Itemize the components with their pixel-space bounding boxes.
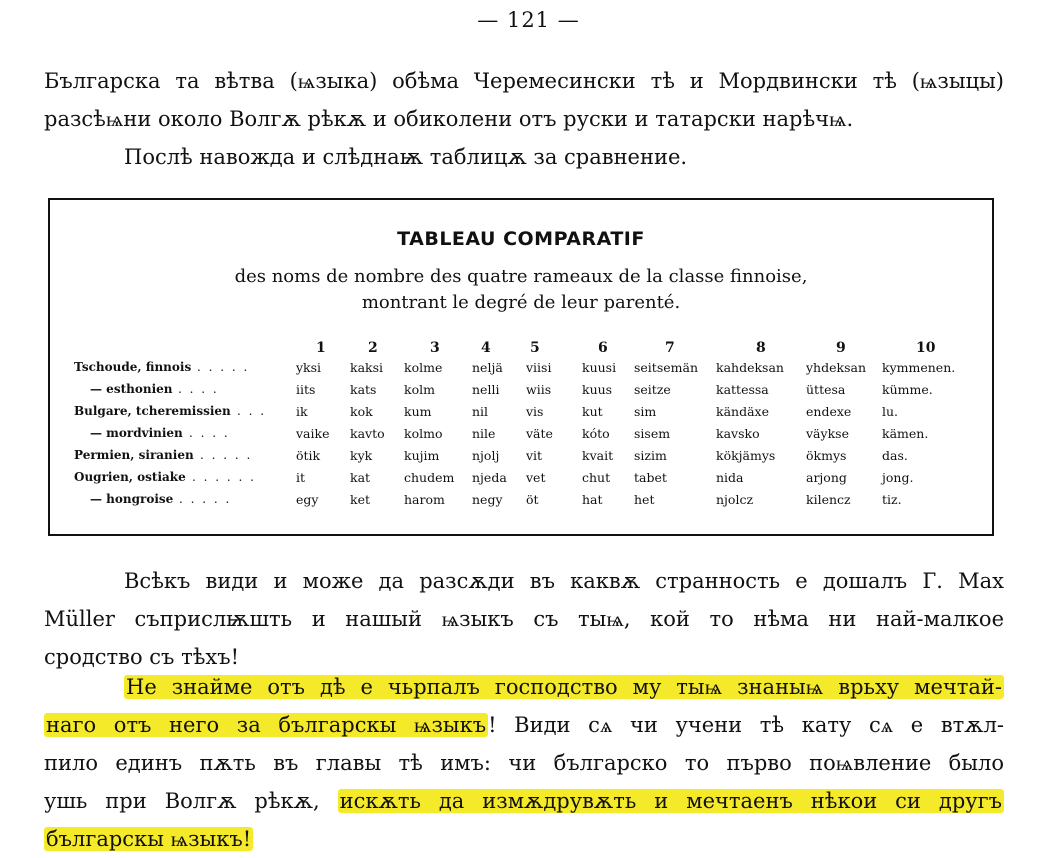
table-cell: vet	[526, 470, 546, 485]
text-line: пило единъ пѫть въ главы тѣ имъ: чи българско то първо поѩвление было	[44, 751, 1004, 775]
row-leader-dots: . . . . .	[179, 492, 232, 506]
table-row	[50, 492, 992, 512]
table-cell: kymmenen.	[882, 360, 956, 375]
table-cell: kuusi	[582, 360, 617, 375]
table-cell: kvait	[582, 448, 614, 463]
table-cell: kuus	[582, 382, 613, 397]
column-number: 9	[836, 340, 846, 356]
column-number: 3	[430, 340, 440, 356]
table-cell: kaksi	[350, 360, 384, 375]
table-row	[50, 470, 992, 490]
text-line	[44, 820, 1004, 858]
table-cell: tabet	[634, 470, 667, 485]
table-cell: ket	[350, 492, 370, 507]
table-cell: njeda	[472, 470, 507, 485]
text-line: Müller съприслѭшть и нашый ѩзыкъ съ тыѩ, кой то нѣма ни най-малкое	[44, 607, 1004, 631]
column-number: 1	[316, 340, 326, 356]
column-number: 4	[481, 340, 491, 356]
row-leader-dots: . . . . .	[197, 360, 250, 374]
table-row	[50, 426, 992, 446]
table-cell: njolcz	[716, 492, 754, 507]
table-cell: kahdeksan	[716, 360, 784, 375]
table-cell: kattessa	[716, 382, 769, 397]
row-leader-dots: . . . .	[178, 382, 219, 396]
table-cell: het	[634, 492, 655, 507]
table-cell: chut	[582, 470, 611, 485]
table-cell: endexe	[806, 404, 852, 419]
highlighted-text: Не знайме отъ дѣ е чьрпалъ господство му тыѩ знаныѩ врьху мечтай-	[126, 675, 1002, 699]
table-cell: väykse	[806, 426, 849, 441]
page-number: — 121 —	[477, 8, 580, 32]
table-cell: kóto	[582, 426, 610, 441]
row-label: — esthonien	[90, 382, 173, 396]
text-line	[44, 706, 1004, 744]
row-label: — hongroise	[90, 492, 174, 506]
plain-text: ! Види сѧ чи учени тѣ кату сѧ е втѫл-	[488, 713, 1005, 737]
row-label: Permien, siranien	[74, 448, 194, 462]
column-number: 8	[756, 340, 766, 356]
table-cell: seitsemän	[634, 360, 699, 375]
table-cell: sim	[634, 404, 657, 419]
table-cell: yksi	[296, 360, 322, 375]
table-cell: ötik	[296, 448, 321, 463]
table-cell: njolj	[472, 448, 500, 463]
text-line	[44, 782, 1004, 820]
column-number: 5	[530, 340, 540, 356]
table-cell: hat	[582, 492, 603, 507]
table-cell: kilencz	[806, 492, 851, 507]
table-cell: sisem	[634, 426, 671, 441]
column-number: 6	[598, 340, 608, 356]
table-cell: neljä	[472, 360, 503, 375]
row-leader-dots: . . . .	[189, 426, 230, 440]
text-line: сродство съ тѣхъ!	[44, 645, 240, 669]
table-cell: vis	[526, 404, 544, 419]
column-number: 7	[665, 340, 675, 356]
text-line: Послѣ навожда и слѣднаѭ таблицѫ за сравнение.	[124, 145, 688, 169]
table-cell: seitze	[634, 382, 671, 397]
table-cell: egy	[296, 492, 319, 507]
table-cell: öt	[526, 492, 539, 507]
table-subtitle-2: montrant le degré de leur parenté.	[361, 292, 681, 313]
column-number: 10	[916, 340, 936, 356]
table-cell: kökjämys	[716, 448, 776, 463]
table-row	[50, 360, 992, 380]
table-cell: chudem	[404, 470, 455, 485]
highlighted-text: българскы ѩзыкъ!	[46, 827, 252, 851]
table-cell: arjong	[806, 470, 847, 485]
table-cell: lu.	[882, 404, 899, 419]
table-row	[50, 404, 992, 424]
table-cell: nil	[472, 404, 489, 419]
table-cell: das.	[882, 448, 908, 463]
table-cell: iits	[296, 382, 316, 397]
table-cell: nida	[716, 470, 744, 485]
comparative-table	[48, 198, 994, 536]
table-cell: kum	[404, 404, 432, 419]
table-cell: sizim	[634, 448, 667, 463]
table-cell: kämen.	[882, 426, 929, 441]
intro-paragraph	[44, 62, 1004, 176]
table-cell: it	[296, 470, 306, 485]
column-number: 2	[368, 340, 378, 356]
row-label: Tschoude, finnois	[74, 360, 192, 374]
table-cell: kolm	[404, 382, 435, 397]
row-leader-dots: . . . . .	[200, 448, 253, 462]
table-cell: tiz.	[882, 492, 902, 507]
table-row	[50, 382, 992, 402]
table-cell: ik	[296, 404, 308, 419]
table-cell: vit	[526, 448, 543, 463]
highlighted-text: искѫть да измѫдрувѫть и мечтаенъ нѣкои си другъ	[339, 789, 1002, 813]
row-label: Bulgare, tcheremissien	[74, 404, 231, 418]
number-header-row	[50, 340, 992, 360]
table-cell: nile	[472, 426, 496, 441]
table-cell: vaike	[296, 426, 330, 441]
table-cell: jong.	[882, 470, 914, 485]
table-cell: kavto	[350, 426, 385, 441]
row-label: Ougrien, ostiake	[74, 470, 186, 484]
table-subtitle-1: des noms de nombre des quatre rameaux de la classe finnoise,	[234, 266, 808, 287]
table-cell: kolme	[404, 360, 443, 375]
row-label: — mordvinien	[90, 426, 183, 440]
table-cell: kavsko	[716, 426, 760, 441]
text-line: Българска та вѣтва (ѩзыка) обѣма Черемесински тѣ и Мордвински тѣ (ѩзыцы)	[44, 69, 1004, 93]
highlighted-text: наго отъ него за българскы ѩзыкъ	[46, 713, 487, 737]
table-cell: kats	[350, 382, 377, 397]
table-cell: väte	[526, 426, 553, 441]
paragraph-2	[44, 562, 1004, 676]
table-cell: nelli	[472, 382, 500, 397]
table-cell: kümme.	[882, 382, 933, 397]
table-cell: kut	[582, 404, 603, 419]
row-leader-dots: . . .	[237, 404, 267, 418]
paragraph-3	[44, 668, 1004, 858]
table-cell: ökmys	[806, 448, 847, 463]
table-cell: harom	[404, 492, 445, 507]
table-cell: kyk	[350, 448, 373, 463]
table-row	[50, 448, 992, 468]
table-cell: yhdeksan	[806, 360, 867, 375]
table-cell: negy	[472, 492, 503, 507]
table-cell: kujim	[404, 448, 440, 463]
table-cell: üttesa	[806, 382, 846, 397]
table-cell: kolmo	[404, 426, 443, 441]
text-line	[44, 668, 1004, 706]
text-line: разсѣѩни около Волгѫ рѣкѫ и обиколени отъ руски и татарски нарѣчѩ.	[44, 107, 854, 131]
table-cell: kändäxe	[716, 404, 769, 419]
text-line: Всѣкъ види и може да разсѫди въ каквѫ странность е дошалъ Г. Мах	[124, 569, 1004, 593]
table-cell: viisi	[526, 360, 552, 375]
plain-text: ушь при Волгѫ рѣкѫ,	[44, 789, 320, 813]
table-cell: kok	[350, 404, 373, 419]
row-leader-dots: . . . . . .	[192, 470, 256, 484]
table-cell: kat	[350, 470, 371, 485]
table-cell: wiis	[526, 382, 552, 397]
table-title: TABLEAU COMPARATIF	[397, 228, 645, 250]
